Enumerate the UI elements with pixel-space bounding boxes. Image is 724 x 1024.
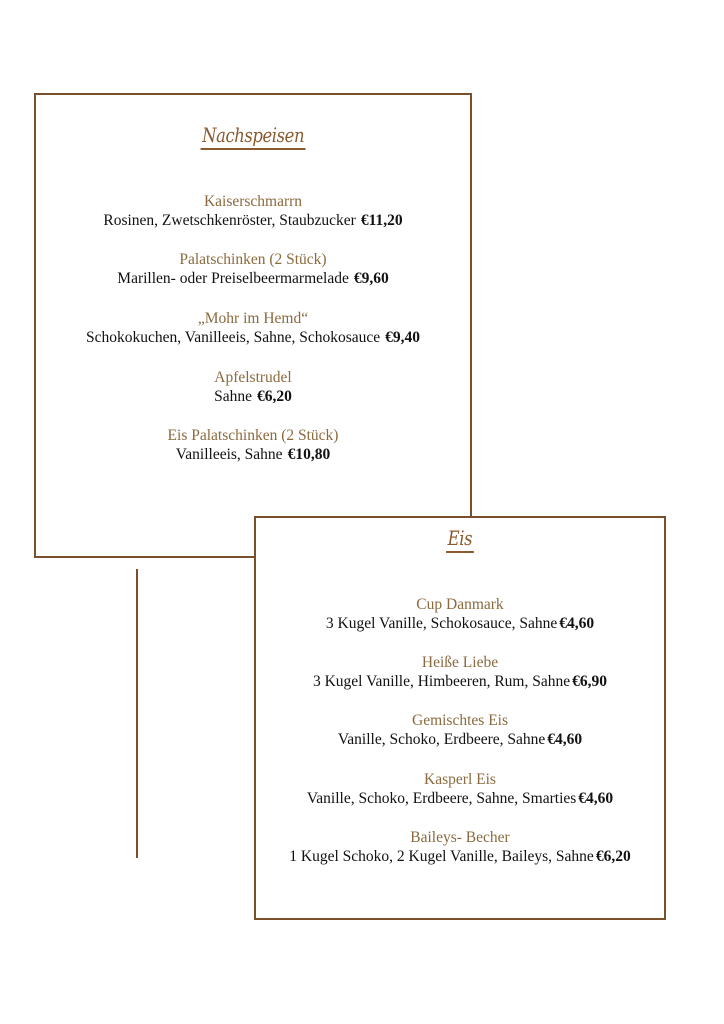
item-price: €10,80 bbox=[287, 446, 331, 463]
item-desc-text: Vanilleeis, Sahne bbox=[175, 446, 283, 463]
item-description bbox=[256, 730, 664, 749]
item-desc-text: Sahne bbox=[214, 388, 252, 405]
item-name: Apfelstrudel bbox=[214, 369, 292, 386]
item-desc-text: Schokokuchen, Vanilleeis, Sahne, Schokosauce bbox=[85, 329, 381, 346]
item-description bbox=[256, 789, 664, 808]
item-description bbox=[256, 847, 664, 866]
item-price: €6,20 bbox=[257, 388, 292, 405]
item-price: €9,40 bbox=[385, 329, 421, 346]
item-description bbox=[36, 211, 470, 230]
item-desc-text: 1 Kugel Schoko, 2 Kugel Vanille, Baileys, Sahne bbox=[289, 848, 594, 865]
item-desc-text: 3 Kugel Vanille, Schokosauce, Sahne bbox=[325, 615, 558, 632]
item-desc-text: Rosinen, Zwetschkenröster, Staubzucker bbox=[103, 212, 356, 229]
item-desc-text: 3 Kugel Vanille, Himbeeren, Rum, Sahne bbox=[312, 673, 571, 690]
item-price: €4,60 bbox=[547, 731, 583, 748]
decorative-vertical-line bbox=[136, 569, 138, 858]
item-name: Eis Palatschinken (2 Stück) bbox=[167, 427, 339, 444]
item-description bbox=[36, 269, 470, 288]
eis-title bbox=[256, 526, 664, 553]
item-price: €9,60 bbox=[353, 270, 389, 287]
menu-item-apfelstrudel bbox=[36, 368, 470, 406]
item-name: Kasperl Eis bbox=[424, 771, 496, 788]
nachspeisen-title bbox=[36, 123, 470, 150]
menu-item-kaiserschmarrn bbox=[36, 192, 470, 230]
item-name: Kaiserschmarrn bbox=[203, 193, 303, 210]
item-name: Baileys- Becher bbox=[410, 829, 510, 846]
item-name: Heiße Liebe bbox=[421, 654, 499, 671]
eis-section bbox=[254, 516, 666, 920]
item-name: „Mohr im Hemd“ bbox=[197, 310, 309, 327]
menu-item-palatschinken bbox=[36, 250, 470, 288]
eis-title-text: Eis bbox=[446, 526, 474, 553]
item-description bbox=[36, 387, 470, 406]
item-name: Cup Danmark bbox=[416, 596, 504, 613]
menu-item-heisse-liebe bbox=[256, 653, 664, 691]
item-desc-text: Marillen- oder Preiselbeermarmelade bbox=[117, 270, 349, 287]
item-description bbox=[36, 445, 470, 464]
item-desc-text: Vanille, Schoko, Erdbeere, Sahne, Smarties bbox=[306, 790, 577, 807]
menu-item-mohr-im-hemd bbox=[36, 309, 470, 347]
menu-item-gemischtes-eis bbox=[256, 711, 664, 749]
item-name: Gemischtes Eis bbox=[412, 712, 508, 729]
nachspeisen-section bbox=[34, 93, 472, 558]
nachspeisen-title-text: Nachspeisen bbox=[200, 123, 305, 150]
item-price: €4,60 bbox=[559, 615, 595, 632]
item-price: €6,90 bbox=[572, 673, 607, 690]
item-price: €6,20 bbox=[595, 848, 631, 865]
item-name: Palatschinken (2 Stück) bbox=[179, 251, 327, 268]
item-description bbox=[256, 672, 664, 691]
item-desc-text: Vanille, Schoko, Erdbeere, Sahne bbox=[337, 731, 546, 748]
item-price: €11,20 bbox=[360, 212, 403, 229]
item-description bbox=[36, 328, 470, 347]
menu-item-baileys-becher bbox=[256, 828, 664, 866]
menu-item-eis-palatschinken bbox=[36, 426, 470, 464]
menu-item-kasperl-eis bbox=[256, 770, 664, 808]
item-description bbox=[256, 614, 664, 633]
item-price: €4,60 bbox=[578, 790, 614, 807]
menu-item-cup-danmark bbox=[256, 595, 664, 633]
